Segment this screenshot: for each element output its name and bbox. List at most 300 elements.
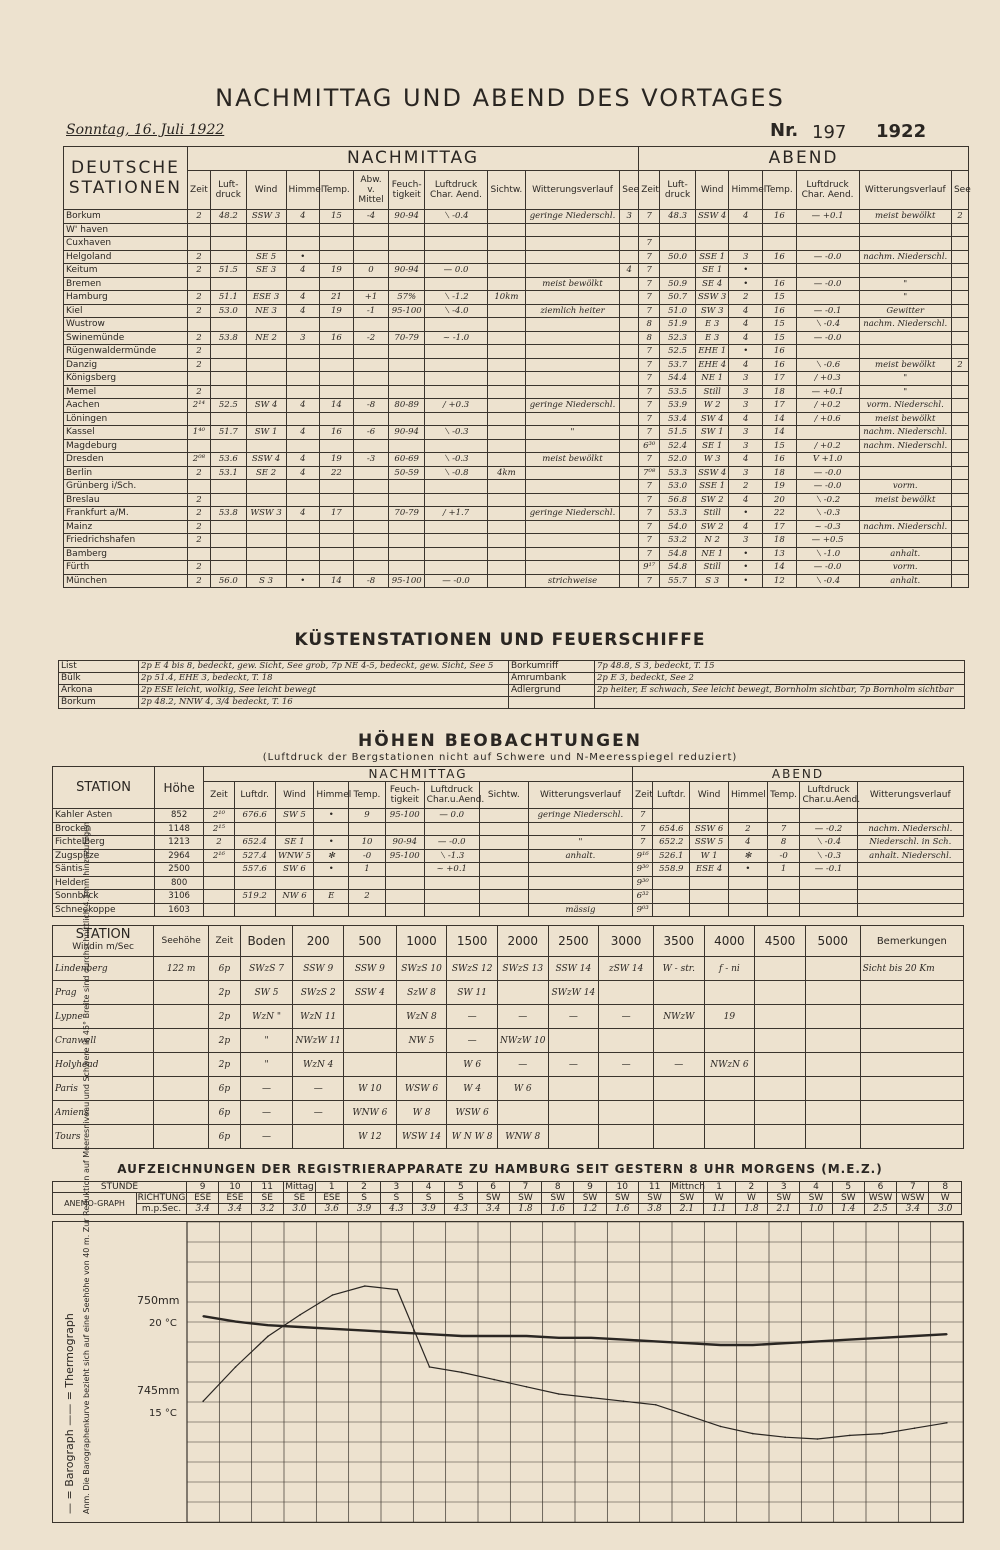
wind-speed: 3.0	[283, 1204, 315, 1215]
cell	[653, 981, 704, 1005]
cell: 70-79	[389, 331, 425, 345]
cell	[320, 277, 354, 291]
wind-speed: 1.0	[800, 1204, 832, 1215]
series-point-barograph	[655, 1341, 657, 1343]
cell	[620, 561, 639, 575]
cell	[620, 277, 639, 291]
cell	[234, 876, 275, 890]
series-point-thermograph	[946, 1422, 948, 1424]
wind-speed: 1.4	[832, 1204, 864, 1215]
station-name: Arkona	[59, 685, 139, 697]
seehoehe	[154, 1005, 209, 1029]
cell	[620, 385, 639, 399]
cell	[704, 1029, 755, 1053]
hour: 6	[477, 1182, 509, 1193]
cell: 17	[320, 507, 354, 521]
station-name: Säntis	[53, 863, 155, 877]
cell: 15	[763, 331, 797, 345]
cell	[286, 412, 320, 426]
stunde-label: STUNDE	[53, 1182, 187, 1193]
cell	[528, 890, 632, 904]
wind-speed: 3.2	[251, 1204, 283, 1215]
cell	[385, 822, 424, 836]
cell	[286, 345, 320, 359]
cell: 2	[729, 480, 763, 494]
cell: 52.4	[660, 439, 696, 453]
cell	[286, 372, 320, 386]
cell: ⟍ -0.3	[425, 426, 488, 440]
cell: geringe Niederschl.	[525, 399, 619, 413]
cell: 16	[763, 277, 797, 291]
cell: / +0.3	[425, 399, 488, 413]
cell: WzN 4	[293, 1053, 344, 1077]
cell	[690, 809, 729, 823]
cell: SSW 3	[246, 210, 286, 224]
cell: 50.9	[660, 277, 696, 291]
cell	[653, 903, 690, 917]
cell	[425, 412, 488, 426]
cell	[525, 534, 619, 548]
series-point-thermograph	[817, 1438, 819, 1440]
wind-speed: 3.4	[477, 1204, 509, 1215]
station-name: W' haven	[64, 223, 188, 237]
cell	[275, 876, 314, 890]
cell	[320, 520, 354, 534]
cell: 4	[286, 304, 320, 318]
cell: geringe Niederschl.	[528, 809, 632, 823]
cell: SE 5	[246, 250, 286, 264]
seehoehe	[154, 1029, 209, 1053]
cell	[728, 809, 767, 823]
cell	[389, 345, 425, 359]
hour: 1	[316, 1182, 348, 1193]
cell: E 3	[695, 318, 729, 332]
table-row	[53, 863, 964, 877]
cell: •	[729, 507, 763, 521]
cell	[344, 1005, 397, 1029]
cell: 56.8	[660, 493, 696, 507]
cell: SW 1	[246, 426, 286, 440]
station-name: Cranwell	[53, 1029, 154, 1053]
cell	[286, 480, 320, 494]
cell: geringe Niederschl.	[525, 507, 619, 521]
cell	[389, 223, 425, 237]
cell	[488, 507, 526, 521]
cell	[286, 385, 320, 399]
table-row	[64, 507, 969, 521]
series-point-thermograph	[558, 1393, 560, 1395]
wind-speed: 3.9	[348, 1204, 380, 1215]
station-name: Amrumbank	[509, 673, 595, 685]
table-row	[53, 822, 964, 836]
cell: 53.8	[210, 331, 246, 345]
cell: SE 1	[275, 836, 314, 850]
cell	[704, 1077, 755, 1101]
cell: 4	[729, 331, 763, 345]
abend-header: ABEND	[639, 147, 969, 171]
cell: WSW 6	[447, 1101, 498, 1125]
series-point-barograph	[267, 1324, 269, 1326]
cell: — -0.1	[800, 863, 857, 877]
cell	[389, 561, 425, 575]
cell	[293, 1125, 344, 1149]
col-ab-5: Luftdruck Char.u.Aend.	[800, 782, 857, 809]
cell: 20	[763, 493, 797, 507]
cell: SWzS 13	[497, 957, 548, 981]
cell	[353, 385, 389, 399]
station-name: Rügenwaldermünde	[64, 345, 188, 359]
cell: SW 4	[695, 412, 729, 426]
cell	[479, 863, 528, 877]
cell: SW 5	[275, 809, 314, 823]
cell	[389, 250, 425, 264]
cell: W 4	[447, 1077, 498, 1101]
cell	[951, 426, 968, 440]
station-name: Zugspitze	[53, 849, 155, 863]
cell: 56.0	[210, 574, 246, 588]
cell: ⟍ -0.8	[425, 466, 488, 480]
hour: 9	[574, 1182, 606, 1193]
wind-speed: 3.9	[412, 1204, 444, 1215]
cell	[805, 1101, 860, 1125]
cell: 7	[639, 412, 660, 426]
cell	[425, 250, 488, 264]
cell: SW 4	[246, 399, 286, 413]
level-4: 1500	[447, 926, 498, 957]
col-ab-6: Witterungsverlauf	[859, 170, 951, 209]
cell: 51.7	[210, 426, 246, 440]
cell	[525, 372, 619, 386]
cell: nachm. Niederschl.	[859, 439, 951, 453]
station-name: Paris	[53, 1077, 154, 1101]
cell	[353, 412, 389, 426]
cell: "	[240, 1053, 293, 1077]
cell: 2¹⁰	[204, 809, 235, 823]
cell: SSW 4	[695, 466, 729, 480]
cell: SWzS 7	[240, 957, 293, 981]
col-nm-2: Wind	[275, 782, 314, 809]
cell	[951, 372, 968, 386]
cell: 9¹⁷	[639, 561, 660, 575]
cell	[859, 453, 951, 467]
level-10: 4500	[755, 926, 806, 957]
station-name: Swinemünde	[64, 331, 188, 345]
cell: 54.8	[660, 561, 696, 575]
wind-direction: S	[380, 1193, 412, 1204]
cell	[286, 547, 320, 561]
cell	[353, 561, 389, 575]
cell: 519.2	[234, 890, 275, 904]
cell: Niederschl. in Sch.	[857, 836, 963, 850]
table-row	[64, 574, 969, 588]
series-point-barograph	[429, 1333, 431, 1335]
col-nm-1: Luft-druck	[210, 170, 246, 209]
cell: ⟍ -1.2	[425, 291, 488, 305]
table-row	[53, 836, 964, 850]
cell: W 12	[344, 1125, 397, 1149]
col-nm-6: Feuch-tigkeit	[389, 170, 425, 209]
cell	[796, 223, 859, 237]
cell	[275, 903, 314, 917]
station-name: Kiel	[64, 304, 188, 318]
cell: NE 1	[695, 547, 729, 561]
cell: — 0.0	[425, 264, 488, 278]
table-row	[64, 291, 969, 305]
col-nm-5: Feuch-tigkeit	[385, 782, 424, 809]
hour: Mittag	[285, 1182, 314, 1192]
station-name: Löningen	[64, 412, 188, 426]
cell: ESE 3	[246, 291, 286, 305]
hour: 10	[606, 1182, 638, 1193]
cell	[425, 358, 488, 372]
cell: 2	[187, 331, 210, 345]
series-point-thermograph	[429, 1366, 431, 1368]
richtung-label: RICHTUNG	[137, 1193, 186, 1203]
hour: Mittnch	[671, 1182, 705, 1192]
zeit: 6p	[209, 1125, 241, 1149]
bemerkung	[860, 1029, 963, 1053]
cell	[704, 1125, 755, 1149]
cell: 4	[729, 412, 763, 426]
wind-direction: W	[735, 1193, 767, 1204]
cell	[349, 903, 386, 917]
series-point-barograph	[881, 1337, 883, 1339]
cell	[755, 1053, 806, 1077]
cell	[620, 250, 639, 264]
cell: 6³²	[633, 890, 653, 904]
cell: 60-69	[389, 453, 425, 467]
wind-direction: SW	[477, 1193, 509, 1204]
cell	[620, 480, 639, 494]
table-row	[64, 399, 969, 413]
cell: 7⁰⁸	[639, 466, 660, 480]
wind-direction: S	[445, 1193, 477, 1204]
hour: 4	[412, 1182, 444, 1193]
cell	[599, 1101, 654, 1125]
cell	[857, 890, 963, 904]
cell: SSW 4	[344, 981, 397, 1005]
cell	[425, 480, 488, 494]
cell: ⟍ -0.4	[800, 836, 857, 850]
station-height: 1148	[155, 822, 204, 836]
table-row	[64, 223, 969, 237]
cell	[488, 250, 526, 264]
cell: 51.1	[210, 291, 246, 305]
cell: 19	[320, 453, 354, 467]
cell	[857, 863, 963, 877]
cell: SW 1	[695, 426, 729, 440]
cell	[488, 412, 526, 426]
cell	[620, 426, 639, 440]
cell: 50.0	[660, 250, 696, 264]
cell	[389, 358, 425, 372]
cell: S 3	[695, 574, 729, 588]
cell	[286, 520, 320, 534]
cell: 50-59	[389, 466, 425, 480]
cell	[424, 876, 479, 890]
cell	[320, 412, 354, 426]
cell: 14	[320, 574, 354, 588]
cell: 7	[639, 210, 660, 224]
cell: -8	[353, 574, 389, 588]
cell	[320, 547, 354, 561]
cell	[479, 876, 528, 890]
cell	[728, 890, 767, 904]
cell	[767, 890, 800, 904]
cell: —	[293, 1101, 344, 1125]
station-name: Cuxhaven	[64, 237, 188, 251]
cell: 53.3	[660, 466, 696, 480]
cell	[796, 426, 859, 440]
col-nm-2: Wind	[246, 170, 286, 209]
abend-header: ABEND	[633, 767, 964, 782]
cell	[488, 385, 526, 399]
cell	[210, 237, 246, 251]
cell	[525, 291, 619, 305]
cell: nachm. Niederschl.	[859, 426, 951, 440]
cell: 16	[763, 250, 797, 264]
observation: 7p 48.8, S 3, bedeckt, T. 15	[595, 661, 965, 673]
cell: 53.8	[210, 507, 246, 521]
cell	[620, 291, 639, 305]
cell	[488, 277, 526, 291]
cell: "	[859, 385, 951, 399]
cell	[488, 237, 526, 251]
cell: SSW 9	[293, 957, 344, 981]
cell: 19	[320, 304, 354, 318]
cell: 15	[763, 439, 797, 453]
level-3: 1000	[396, 926, 447, 957]
cell: vorm.	[859, 561, 951, 575]
cell: 57%	[389, 291, 425, 305]
cell: 4	[286, 210, 320, 224]
label-15c: 15 °C	[149, 1408, 177, 1419]
cell	[951, 318, 968, 332]
cell: —	[599, 1005, 654, 1029]
cell: W 3	[695, 453, 729, 467]
table-row	[64, 561, 969, 575]
cell: 53.9	[660, 399, 696, 413]
cell: V +1.0	[796, 453, 859, 467]
col-nm-4: Temp.	[320, 170, 354, 209]
cell	[234, 822, 275, 836]
cell	[729, 223, 763, 237]
cell: +1	[353, 291, 389, 305]
station-name: Borkum	[59, 697, 139, 709]
cell: zSW 14	[599, 957, 654, 981]
cell: 4	[728, 836, 767, 850]
cell	[286, 561, 320, 575]
wind-direction: SW	[542, 1193, 574, 1204]
station-name: Borkum	[64, 210, 188, 224]
cell	[695, 223, 729, 237]
cell: 21	[320, 291, 354, 305]
cell: 7	[639, 520, 660, 534]
cell	[246, 412, 286, 426]
cell	[246, 561, 286, 575]
label-20c: 20 °C	[149, 1318, 177, 1329]
cell: "	[859, 277, 951, 291]
cell	[488, 493, 526, 507]
cell	[187, 237, 210, 251]
cell: 7	[639, 372, 660, 386]
cell: 0	[353, 264, 389, 278]
cell	[951, 534, 968, 548]
cell: 7	[639, 480, 660, 494]
cell: 53.5	[660, 385, 696, 399]
cell: WSW 6	[396, 1077, 447, 1101]
cell: 1	[767, 863, 800, 877]
hour: 2	[348, 1182, 380, 1193]
hoehen-title: HÖHEN BEOBACHTUNGEN	[358, 731, 642, 751]
observation: 2p E 4 bis 8, bedeckt, gew. Sicht, See grob, 7p NE 4-5, bedeckt, gew. Sicht, See 5	[139, 661, 509, 673]
cell	[497, 981, 548, 1005]
observation: 2p 48.2, NNW 4, 3/4 bedeckt, T. 16	[139, 697, 509, 709]
cell	[951, 277, 968, 291]
cell: 7	[639, 291, 660, 305]
cell	[525, 561, 619, 575]
station-name: Friedrichshafen	[64, 534, 188, 548]
cell	[353, 250, 389, 264]
station-name: Keitum	[64, 264, 188, 278]
cell: —	[447, 1029, 498, 1053]
bemerkung	[860, 1077, 963, 1101]
wind-direction: W	[929, 1193, 962, 1204]
cell: nachm. Niederschl.	[859, 250, 951, 264]
cell: — -0.0	[796, 250, 859, 264]
col-ab-0: Zeit	[639, 170, 660, 209]
cell: ziemlich heiter	[525, 304, 619, 318]
hoehen-table	[52, 766, 964, 917]
cell: 16	[763, 210, 797, 224]
cell	[620, 507, 639, 521]
wind-speed: 1.6	[542, 1204, 574, 1215]
cell: -4	[353, 210, 389, 224]
cell: 2	[728, 822, 767, 836]
series-point-thermograph	[267, 1336, 269, 1338]
cell	[951, 453, 968, 467]
cell: 7	[633, 836, 653, 850]
wind-speed: 3.6	[316, 1204, 348, 1215]
cell	[286, 534, 320, 548]
anemograph-table	[52, 1181, 962, 1215]
windin-label: Windin m/Sec	[72, 942, 134, 952]
station-name: Berlin	[64, 466, 188, 480]
speed-row	[53, 1204, 962, 1215]
cell: 2	[187, 493, 210, 507]
cell	[488, 480, 526, 494]
cell: SE 2	[246, 466, 286, 480]
cell	[620, 520, 639, 534]
cell: EHE 4	[695, 358, 729, 372]
cell	[389, 318, 425, 332]
cell: 52.5	[210, 399, 246, 413]
cell: W 8	[396, 1101, 447, 1125]
cell: 7	[639, 534, 660, 548]
series-point-barograph	[817, 1341, 819, 1343]
cell: — -0.0	[796, 277, 859, 291]
cell	[425, 385, 488, 399]
cell: 7	[639, 304, 660, 318]
cell	[497, 1101, 548, 1125]
cell: vorm. Niederschl.	[859, 399, 951, 413]
hour: 7	[897, 1182, 929, 1193]
cell: SW 5	[240, 981, 293, 1005]
cell: ESE 4	[690, 863, 729, 877]
cell	[320, 318, 354, 332]
cell: 95-100	[385, 809, 424, 823]
cell: NWzW	[653, 1005, 704, 1029]
